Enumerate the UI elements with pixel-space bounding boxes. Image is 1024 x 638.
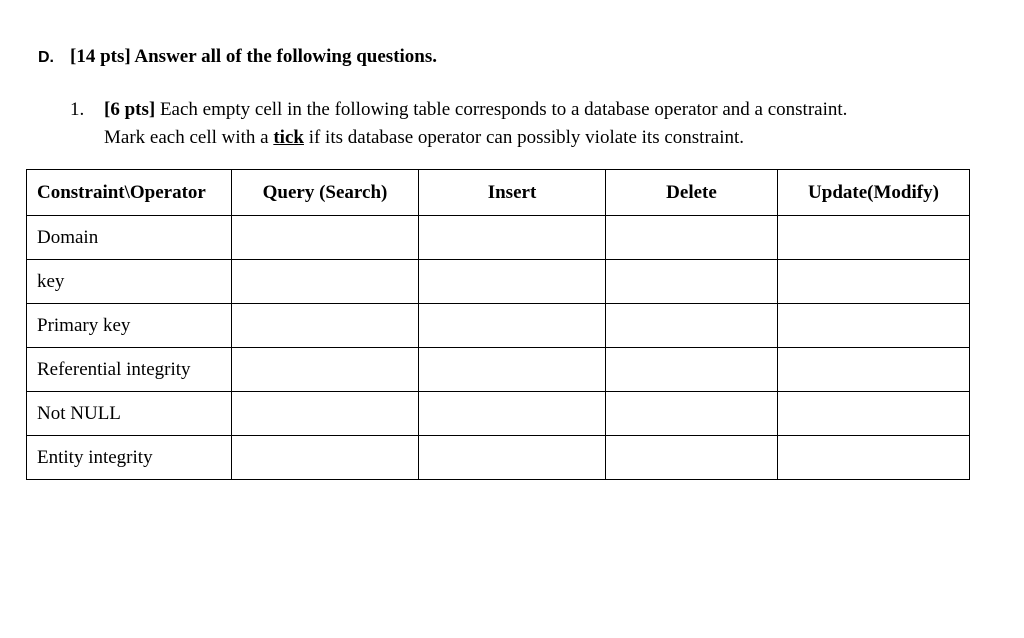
table-row (27, 348, 970, 392)
question-text-2b: if its database operator can possibly violate its constraint. (303, 127, 745, 148)
answer-cell[interactable] (419, 392, 606, 436)
answer-cell[interactable] (232, 304, 419, 348)
answer-cell[interactable] (232, 348, 419, 392)
row-label-domain: Domain (27, 216, 232, 260)
answer-cell[interactable] (419, 304, 606, 348)
header-constraint-operator: Constraint\Operator (27, 170, 232, 216)
question-points: [6 pts] (104, 99, 156, 120)
answer-cell[interactable] (778, 348, 970, 392)
section-heading (38, 46, 437, 68)
answer-cell[interactable] (778, 436, 970, 480)
answer-cell[interactable] (419, 436, 606, 480)
answer-cell[interactable] (419, 260, 606, 304)
answer-cell[interactable] (606, 260, 778, 304)
question-line-2 (70, 124, 847, 152)
answer-cell[interactable] (778, 304, 970, 348)
table-header-row (27, 170, 970, 216)
row-label-key: key (27, 260, 232, 304)
answer-cell[interactable] (606, 304, 778, 348)
answer-cell[interactable] (778, 260, 970, 304)
question-number: 1. (70, 99, 85, 120)
table-row (27, 260, 970, 304)
answer-cell[interactable] (232, 260, 419, 304)
answer-cell[interactable] (419, 348, 606, 392)
answer-cell[interactable] (778, 392, 970, 436)
row-label-entity-integrity: Entity integrity (27, 436, 232, 480)
answer-cell[interactable] (606, 348, 778, 392)
answer-cell[interactable] (778, 216, 970, 260)
section-letter: D. (38, 49, 54, 66)
section-title: [14 pts] Answer all of the following questions. (70, 46, 438, 67)
header-insert: Insert (419, 170, 606, 216)
constraint-operator-table (26, 169, 970, 480)
question-emphasis-tick: tick (273, 127, 304, 148)
table-row (27, 436, 970, 480)
header-query-search: Query (Search) (232, 170, 419, 216)
question-1 (70, 96, 847, 152)
table-row (27, 216, 970, 260)
answer-cell[interactable] (419, 216, 606, 260)
question-text-2a: Mark each cell with a (104, 127, 274, 148)
answer-cell[interactable] (606, 392, 778, 436)
row-label-referential-integrity: Referential integrity (27, 348, 232, 392)
answer-cell[interactable] (232, 436, 419, 480)
answer-cell[interactable] (606, 436, 778, 480)
header-update-modify: Update(Modify) (778, 170, 970, 216)
question-line-1 (70, 96, 847, 124)
answer-cell[interactable] (232, 392, 419, 436)
answer-cell[interactable] (606, 216, 778, 260)
table-row (27, 304, 970, 348)
question-text-1: Each empty cell in the following table corresponds to a database operator and a constraint. (155, 99, 848, 120)
table-row (27, 392, 970, 436)
header-delete: Delete (606, 170, 778, 216)
row-label-primary-key: Primary key (27, 304, 232, 348)
row-label-not-null: Not NULL (27, 392, 232, 436)
answer-cell[interactable] (232, 216, 419, 260)
